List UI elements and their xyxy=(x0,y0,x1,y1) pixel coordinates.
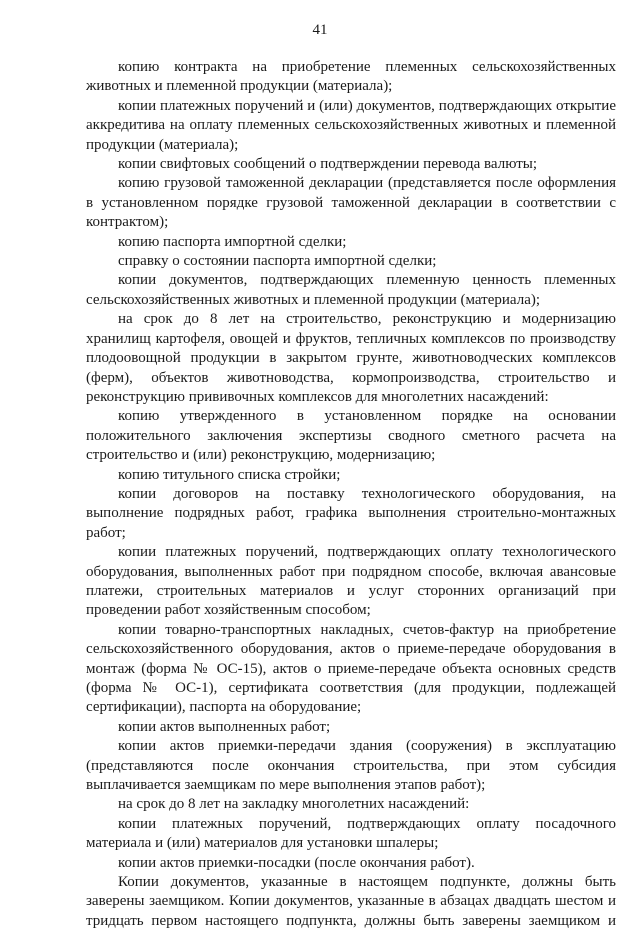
page-number: 41 xyxy=(312,22,328,38)
paragraph: копии актов выполненных работ; xyxy=(118,718,331,735)
paragraph: копию утвержденного в установленном порядке на основании положительного заключения экспертизы сводного сметного расчета на строительство и (или) реконструкцию, модернизацию; xyxy=(86,408,616,464)
paragraph: копии свифтовых сообщений о подтверждении перевода валюты; xyxy=(118,156,538,173)
paragraph: копию контракта на приобретение племенных сельскохозяйственных животных и племенной продукции (материала); xyxy=(86,59,616,95)
document-body xyxy=(86,58,616,931)
paragraph: копии платежных поручений, подтверждающих оплату посадочного материала и (или) материалов для установки шпалеры; xyxy=(86,815,616,852)
paragraph: копию титульного списка стройки; xyxy=(118,466,341,483)
paragraph: копию грузовой таможенной декларации (представляется после оформления в установленном порядке грузовой таможенной декларации в соответствии с контрактом); xyxy=(86,175,616,231)
paragraph: Копии документов, указанные в настоящем подпункте, должны быть заверены заемщиком. Копии документов, указанные в абзацах двадцать шестом и тридцать первом настоящего подпункта, должны быть заверены заемщиком и xyxy=(86,874,616,929)
paragraph: копии платежных поручений, подтверждающих оплату технологического оборудования, выполненных работ при подрядном способе, включая авансовые платежи, строительных материалов и услуг сторонних организаций при проведении работ хозяйственным способом; xyxy=(86,544,616,619)
paragraph: копии платежных поручений и (или) документов, подтверждающих открытие аккредитива на оплату племенных сельскохозяйственных животных и племенной продукции (материала); xyxy=(86,97,616,153)
paragraph: копии договоров на поставку технологического оборудования, на выполнение подрядных работ, графика выполнения строительно-монтажных работ; xyxy=(86,485,616,541)
paragraph: копии актов приемки-посадки (после окончания работ). xyxy=(118,854,475,871)
paragraph: на срок до 8 лет на закладку многолетних насаждений: xyxy=(118,796,470,813)
paragraph: копии товарно-транспортных накладных, счетов-фактур на приобретение сельскохозяйственного оборудования, актов о приеме-передаче оборудования в монтаж (форма № ОС-15), актов о приеме-передаче объекта основных средств (форма № ОС-1), сертификата соответствия (для продукции, подлежащей сертификации), паспорта на оборудование; xyxy=(86,621,616,716)
paragraph: копии документов, подтверждающих племенную ценность племенных сельскохозяйственных животных и племенной продукции (материала); xyxy=(86,272,616,308)
paragraph: копии актов приемки-передачи здания (сооружения) в эксплуатацию (представляются после окончания строительства, при этом субсидия выплачивается заемщикам по мере выполнения этапов работ); xyxy=(86,738,616,794)
paragraph: справку о состоянии паспорта импортной сделки; xyxy=(118,253,437,270)
paragraph: копию паспорта импортной сделки; xyxy=(118,233,347,250)
paragraph: на срок до 8 лет на строительство, реконструкцию и модернизацию хранилищ картофеля, овощей и фруктов, тепличных комплексов по производству плодоовощной продукции в закрытом грунте, животноводческих комплексов (ферм), объектов животноводства, кормопроизводства, строительство и реконструкцию прививочных комплексов для многолетних насаждений: xyxy=(86,311,616,405)
